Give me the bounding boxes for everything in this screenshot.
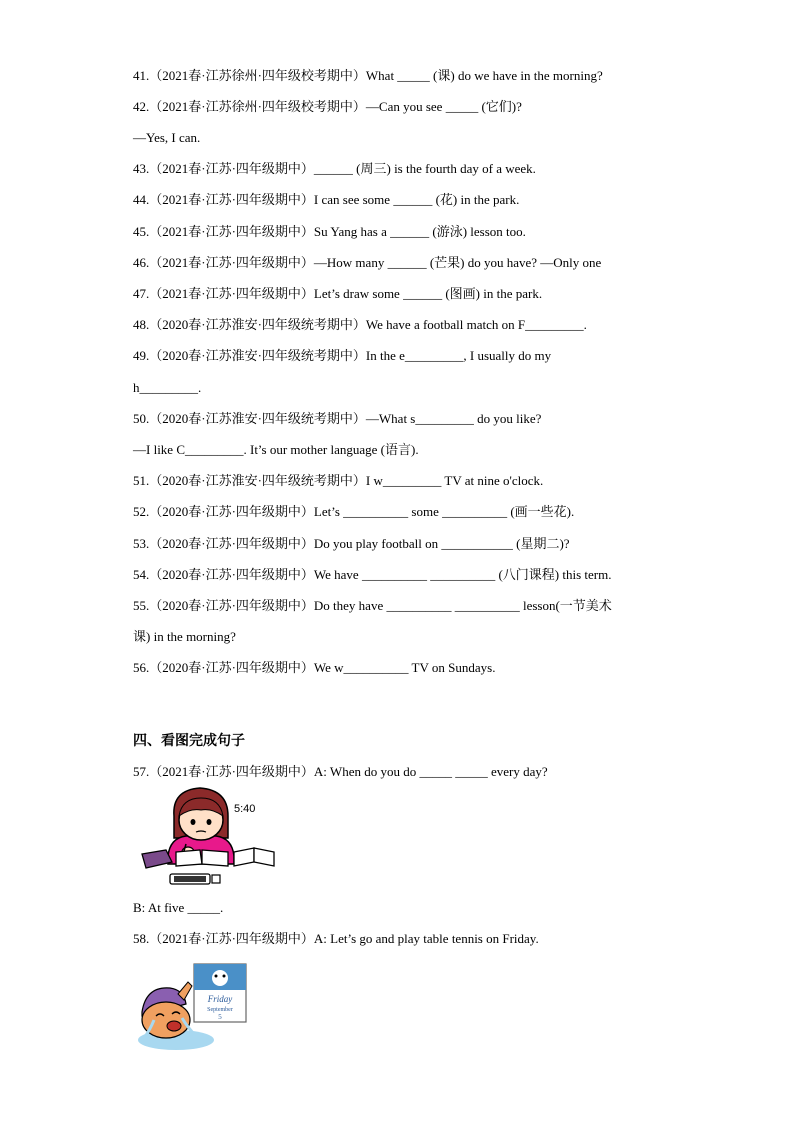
question-56: 56.（2020春·江苏·四年级期中）We w__________ TV on Sundays. [133, 660, 496, 675]
question-41: 41.（2021春·江苏徐州·四年级校考期中）What _____ (课) do we have in the morning? [133, 68, 603, 83]
question-48: 48.（2020春·江苏淮安·四年级统考期中）We have a football match on F_________. [133, 317, 587, 332]
question-55-cont: 课) in the morning? [133, 629, 236, 644]
question-55: 55.（2020春·江苏·四年级期中）Do they have __________ __________ lesson(一节美术 [133, 598, 612, 613]
question-52: 52.（2020春·江苏·四年级期中）Let’s __________ some __________ (画一些花). [133, 504, 575, 519]
question-42-reply: —Yes, I can. [133, 130, 201, 145]
question-44: 44.（2021春·江苏·四年级期中）I can see some ______ (花) in the park. [133, 192, 520, 207]
question-50: 50.（2020春·江苏淮安·四年级统考期中）—What s_________ do you like? [133, 411, 542, 426]
question-53: 53.（2020春·江苏·四年级期中）Do you play football on ___________ (星期二)? [133, 536, 570, 551]
question-58: 58.（2021春·江苏·四年级期中）A: Let’s go and play table tennis on Friday. [133, 931, 539, 946]
crying-boy-calendar-illustration [136, 960, 251, 1054]
question-50-reply: —I like C_________. It’s our mother language (语言). [133, 442, 419, 457]
girl-homework-illustration [140, 786, 280, 894]
question-49: 49.（2020春·江苏淮安·四年级统考期中）In the e_________, I usually do my [133, 348, 552, 363]
question-42: 42.（2021春·江苏徐州·四年级校考期中）—Can you see _____ (它们)? [133, 99, 522, 114]
question-54: 54.（2020春·江苏·四年级期中）We have __________ __________ (八门课程) this term. [133, 567, 612, 582]
question-57-answer: B: At five _____. [133, 900, 224, 915]
section-title: 四、看图完成句子 [133, 733, 245, 749]
question-51: 51.（2020春·江苏淮安·四年级统考期中）I w_________ TV at nine o'clock. [133, 473, 544, 488]
question-49-cont: h_________. [133, 380, 202, 395]
clock-time-label: 5:40 [234, 803, 256, 815]
question-46: 46.（2021春·江苏·四年级期中）—How many ______ (芒果) do you have? —Only one [133, 255, 602, 270]
calendar-day-label: Friday [207, 994, 233, 1004]
question-57: 57.（2021春·江苏·四年级期中）A: When do you do _____ _____ every day? [133, 764, 548, 779]
question-43: 43.（2021春·江苏·四年级期中）______ (周三) is the fourth day of a week. [133, 161, 536, 176]
calendar-date-label: 5 [218, 1013, 222, 1021]
calendar-month-label: September [207, 1007, 233, 1013]
question-45: 45.（2021春·江苏·四年级期中）Su Yang has a ______ (游泳) lesson too. [133, 224, 526, 239]
question-47: 47.（2021春·江苏·四年级期中）Let’s draw some ______ (图画) in the park. [133, 286, 543, 301]
